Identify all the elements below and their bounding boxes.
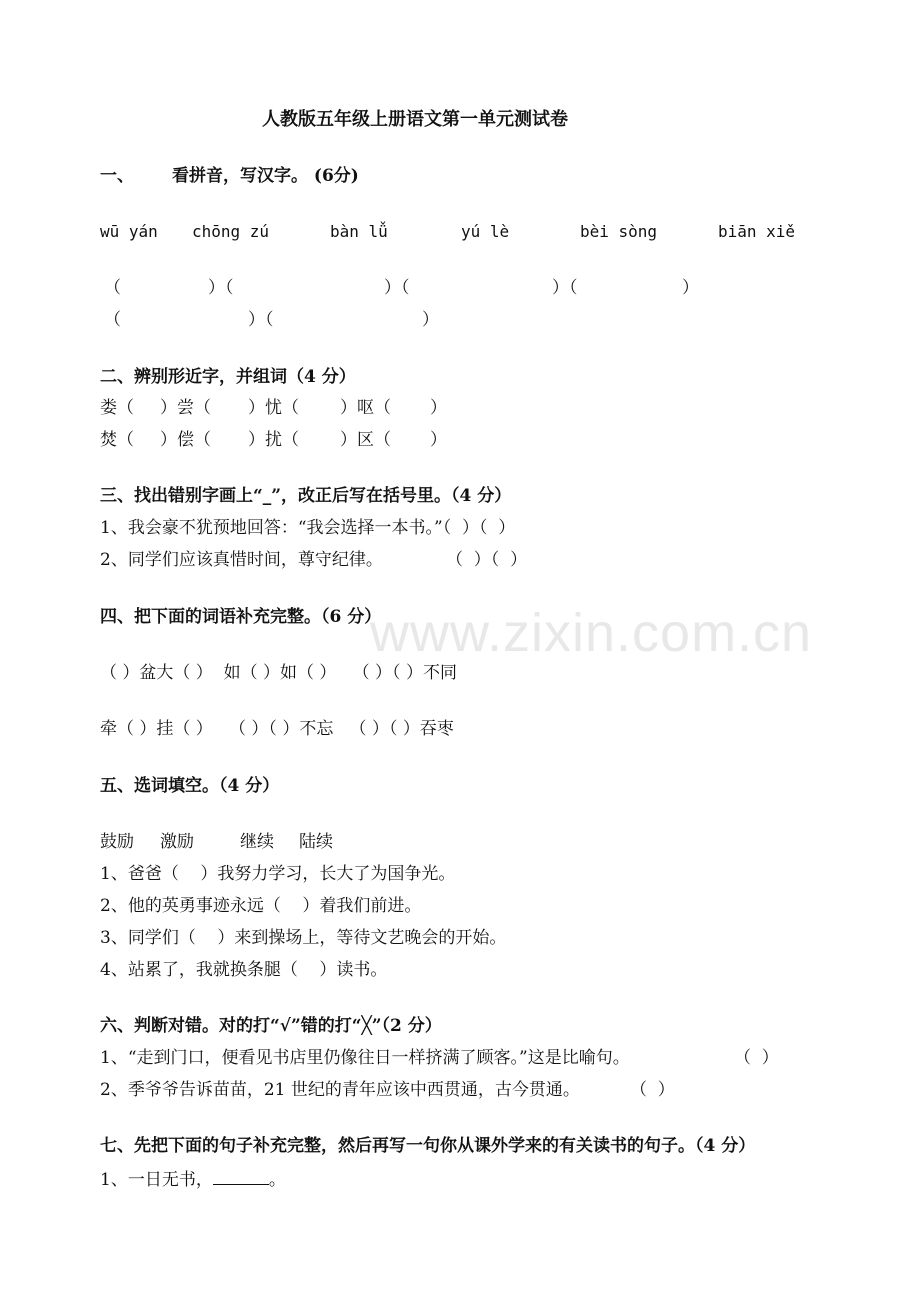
section-5-heading: 五、选词填空。（4 分）	[100, 776, 280, 796]
pinyin-5: bèi sòng	[580, 222, 658, 241]
pinyin-6: biān xiě	[718, 222, 796, 241]
sentence-prefix: 1、一日无书，	[100, 1170, 213, 1190]
section-1-number: 一、	[100, 166, 134, 186]
question-line: 1、爸爸（ ）我努力学习，长大了为国争光。	[100, 864, 456, 884]
char-item: ）偿（	[160, 430, 211, 450]
char-item: ）忧（	[248, 398, 299, 418]
char-item: ）	[430, 430, 447, 450]
section-4-heading: 四、把下面的词语补充完整。（6 分）	[100, 607, 382, 627]
char-item: ）呕（	[340, 398, 391, 418]
pinyin-1: wū yán	[100, 222, 158, 241]
answer-bracket: ）（	[552, 278, 578, 298]
char-item: 娄（	[100, 398, 134, 418]
section-1-heading: 看拼音，写汉字。 (6分)	[172, 166, 359, 186]
pinyin-2: chōng zú	[192, 222, 270, 241]
char-item: ）扰（	[248, 430, 299, 450]
answer-bracket: （ ）（ ）	[446, 550, 528, 570]
answer-bracket: ）（	[208, 278, 234, 298]
idiom-row: 牵（ ）挂（ ） （ ）（ ）不忘 （ ）（ ）吞枣	[100, 719, 454, 739]
question-line: 2、同学们应该真惜时间，尊守纪律。	[100, 550, 383, 570]
answer-bracket: ）（	[384, 278, 410, 298]
question-line: 3、同学们（ ）来到操场上，等待文艺晚会的开始。	[100, 928, 507, 948]
question-line: 1、“走到门口，便看见书店里仍像往日一样挤满了顾客。”这是比喻句。	[100, 1048, 630, 1068]
answer-bracket: （	[104, 310, 121, 330]
answer-bracket: （ ）	[630, 1080, 675, 1100]
question-line: 4、站累了，我就换条腿（ ）读书。	[100, 960, 388, 980]
answer-bracket: ）	[682, 278, 699, 298]
word-choice: 继续	[240, 832, 274, 852]
char-item: ）	[430, 398, 447, 418]
section-7-heading: 七、先把下面的句子补充完整，然后再写一句你从课外学来的有关读书的句子。（4 分）	[100, 1136, 756, 1156]
question-line: 1、我会豪不犹预地回答：“我会选择一本书。”（ ）（ ）	[100, 518, 516, 538]
question-line: 2、季爷爷告诉苗苗，21 世纪的青年应该中西贯通，古今贯通。	[100, 1080, 580, 1100]
word-choice: 激励	[160, 832, 194, 852]
char-item: ）尝（	[160, 398, 211, 418]
answer-bracket: ）（	[248, 310, 274, 330]
word-choice: 鼓励	[100, 832, 134, 852]
section-3-heading: 三、找出错别字画上“_”，改正后写在括号里。（4 分）	[100, 486, 512, 506]
pinyin-4: yú lè	[461, 222, 510, 241]
answer-bracket: （ ）	[734, 1048, 779, 1068]
page-title: 人教版五年级上册语文第一单元测试卷	[262, 109, 568, 130]
watermark: www.zixin.com.cn	[370, 603, 813, 663]
char-item: 焚（	[100, 430, 134, 450]
answer-blank[interactable]	[213, 1170, 269, 1185]
char-item: ）区（	[340, 430, 391, 450]
pinyin-3: bàn lǚ	[330, 222, 388, 241]
answer-bracket: ）	[422, 310, 439, 330]
sentence-suffix: 。	[268, 1170, 286, 1190]
fill-sentence	[100, 1170, 286, 1189]
word-choice: 陆续	[299, 832, 333, 852]
section-2-heading: 二、辨别形近字，并组词（4 分）	[100, 367, 356, 387]
answer-bracket: （	[104, 278, 121, 298]
question-line: 2、他的英勇事迹永远（ ）着我们前进。	[100, 896, 422, 916]
idiom-row: （ ）盆大（ ） 如（ ）如（ ） （ ）（ ）不同	[100, 663, 457, 683]
section-6-heading: 六、判断对错。对的打“√”错的打“╳”（2 分）	[100, 1016, 442, 1036]
